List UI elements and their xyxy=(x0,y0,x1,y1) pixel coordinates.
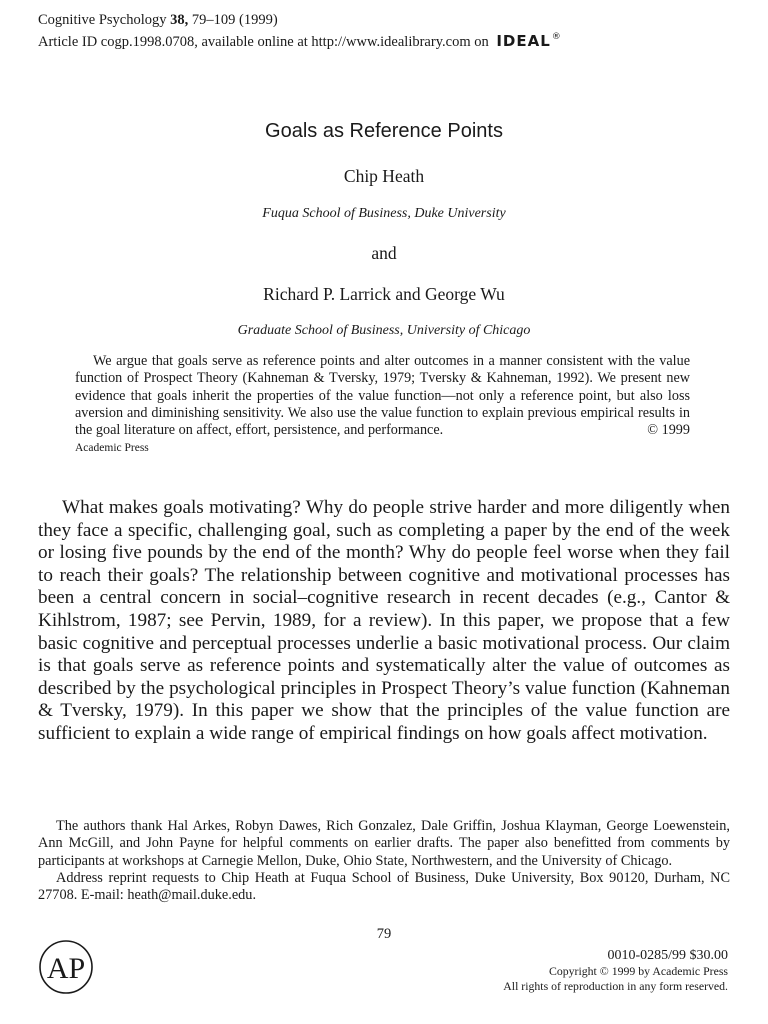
affiliation-2: Graduate School of Business, University of Chicago xyxy=(237,323,531,338)
journal-name: Cognitive Psychology xyxy=(38,12,167,28)
article-id-text: Article ID cogp.1998.0708, available online at http://www.idealibrary.com on xyxy=(38,34,489,50)
abstract xyxy=(75,353,690,458)
page-number: 79 xyxy=(376,926,392,942)
copyright-line: Copyright © 1999 by Academic Press xyxy=(548,964,728,978)
author-1: Chip Heath xyxy=(343,166,425,186)
copyright-notice xyxy=(503,964,728,993)
logo-letters: AP xyxy=(46,952,86,985)
registered-mark: ® xyxy=(551,32,562,42)
abstract-copyright: © 1999 xyxy=(647,422,690,439)
price-line: 0010-0285/99 $30.00 xyxy=(607,948,728,963)
author-conjunction: and xyxy=(371,243,397,263)
abstract-publisher: Academic Press xyxy=(75,442,149,455)
ideal-logo-text: IDEAL xyxy=(496,32,551,50)
abstract-text: We argue that goals serve as reference points and alter outcomes in a manner consistent with the value function of Prospect Theory (Kahneman & Tversky, 1979; Tversky & Kahneman, 1992). We present new evidence that goals inherit the properties of the value function—not only a reference point, but also loss aversion and diminishing sensitivity. We also use the value function to explain previous empirical results in the goal literature on affect, effort, persistence, and performance. xyxy=(75,353,690,439)
footnotes xyxy=(38,818,730,904)
author-2: Richard P. Larrick and George Wu xyxy=(263,284,505,304)
reprint-address: Address reprint requests to Chip Heath at Fuqua School of Business, Duke University, Box 90120, Durham, NC 27708. E-mail: heath@mail.duke.edu. xyxy=(38,869,730,904)
rights-line: All rights of reproduction in any form reserved. xyxy=(503,978,728,993)
acknowledgments: The authors thank Hal Arkes, Robyn Dawes, Rich Gonzalez, Dale Griffin, Joshua Klayman, George Loewenstein, Ann McGill, and John Payne for helpful comments on earlier drafts. The paper also benefitted from comments by participants at workshops at Carnegie Mellon, Duke, Ohio State, Northwestern, and the University of Chicago. xyxy=(38,818,730,869)
intro-paragraph: What makes goals motivating? Why do people strive harder and more diligently when they face a specific, challenging goal, such as completing a paper by the end of the week or losing five pounds by the end of the month? Why do people feel worse when they fail to reach their goals? The relationship between cognitive and motivational processes has been a central concern in social–cognitive research in recent decades (e.g., Cantor & Kihlstrom, 1987; see Pervin, 1989, for a review). In this paper, we propose that a few basic cognitive and perceptual processes underlie a basic motivational process. Our claim is that goals serve as reference points and systematically alter the value of outcomes as described by the psychological principles in Prospect Theory’s value function (Kahneman & Tversky, 1979). In this paper we show that the principles of the value function are sufficient to explain a wide range of empirical findings on how goals affect motivation. xyxy=(38,497,730,744)
academic-press-logo-icon xyxy=(37,938,95,996)
article-id-line xyxy=(38,31,562,54)
journal-volume: 38, xyxy=(170,12,189,28)
journal-citation xyxy=(38,10,278,30)
ideal-logo xyxy=(496,31,561,54)
paper-title: Goals as Reference Points xyxy=(265,120,503,142)
journal-pages-year: 79–109 (1999) xyxy=(191,12,278,28)
affiliation-1: Fuqua School of Business, Duke University xyxy=(262,206,506,221)
